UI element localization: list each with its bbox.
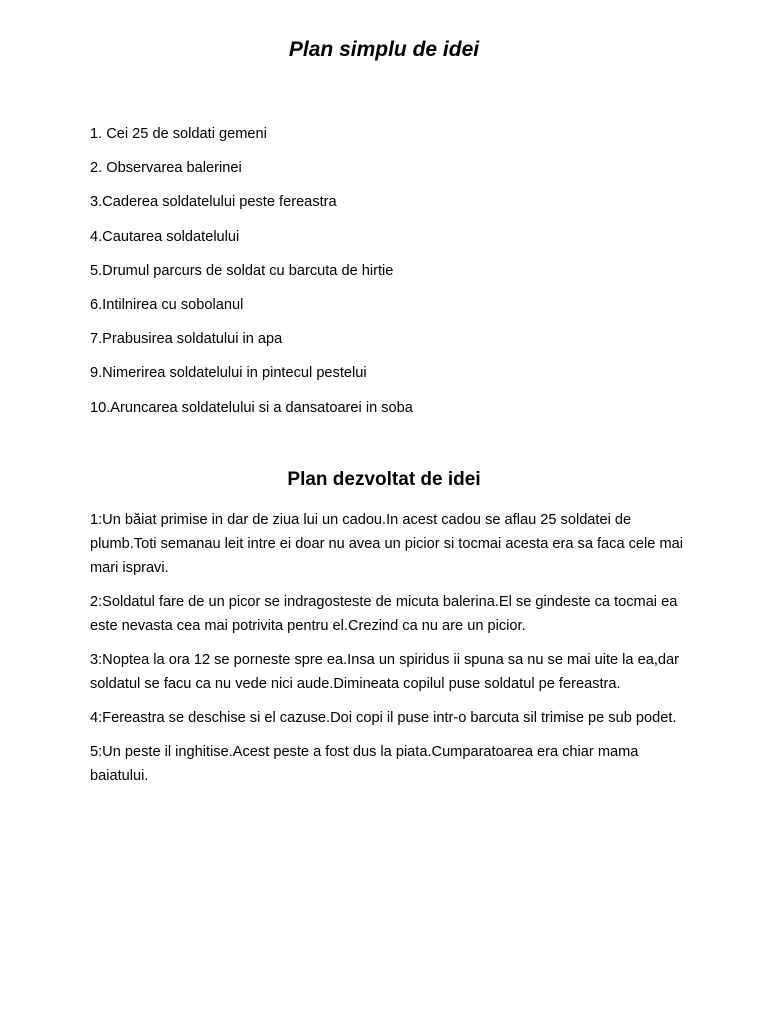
list-item: 4.Cautarea soldatelului — [90, 228, 240, 245]
simple-plan-list — [90, 124, 413, 432]
list-item: 10.Aruncarea soldatelului si a dansatoarei in soba — [90, 399, 413, 416]
paragraph: 5:Un peste il inghitise.Acest peste a fost dus la piata.Cumparatoarea era chiar mama baiatului. — [90, 744, 639, 784]
list-item: 3.Caderea soldatelului peste fereastra — [90, 194, 337, 211]
paragraph: 4:Fereastra se deschise si el cazuse.Doi copi il puse intr-o barcuta sil trimise pe sub podet. — [90, 710, 677, 726]
list-item: 2. Observarea balerinei — [90, 160, 242, 177]
list-item: 7.Prabusirea soldatului in apa — [90, 331, 283, 348]
list-item: 1. Cei 25 de soldati gemeni — [90, 126, 267, 142]
paragraph: 1:Un băiat primise in dar de ziua lui un cadou.In acest cadou se aflau 25 soldatei de plumb.Toti semanau leit intre ei doar nu avea un picior si tocmai acesta era sa faca cele mai mari ispravi. — [90, 512, 683, 576]
paragraph: 3:Noptea la ora 12 se porneste spre ea.Insa un spiridus ii spuna sa nu se mai uite la ea,dar soldatul se facu ca nu vede nici aude.Dimineata copilul puse soldatul pe fereastra. — [90, 652, 679, 692]
list-item: 6.Intilnirea cu sobolanul — [90, 296, 244, 313]
list-item: 9.Nimerirea soldatelului in pintecul pestelui — [90, 365, 367, 382]
developed-plan-title: Plan dezvoltat de idei — [287, 469, 481, 490]
paragraph: 2:Soldatul fare de un picor se indragosteste de micuta balerina.El se gindeste ca tocmai ea este nevasta cea mai potrivita pentru el.Crezind ca nu are un picior. — [90, 594, 678, 634]
developed-plan-body — [90, 508, 690, 798]
list-item: 5.Drumul parcurs de soldat cu barcuta de hirtie — [90, 262, 394, 279]
simple-plan-title: Plan simplu de idei — [288, 38, 480, 61]
